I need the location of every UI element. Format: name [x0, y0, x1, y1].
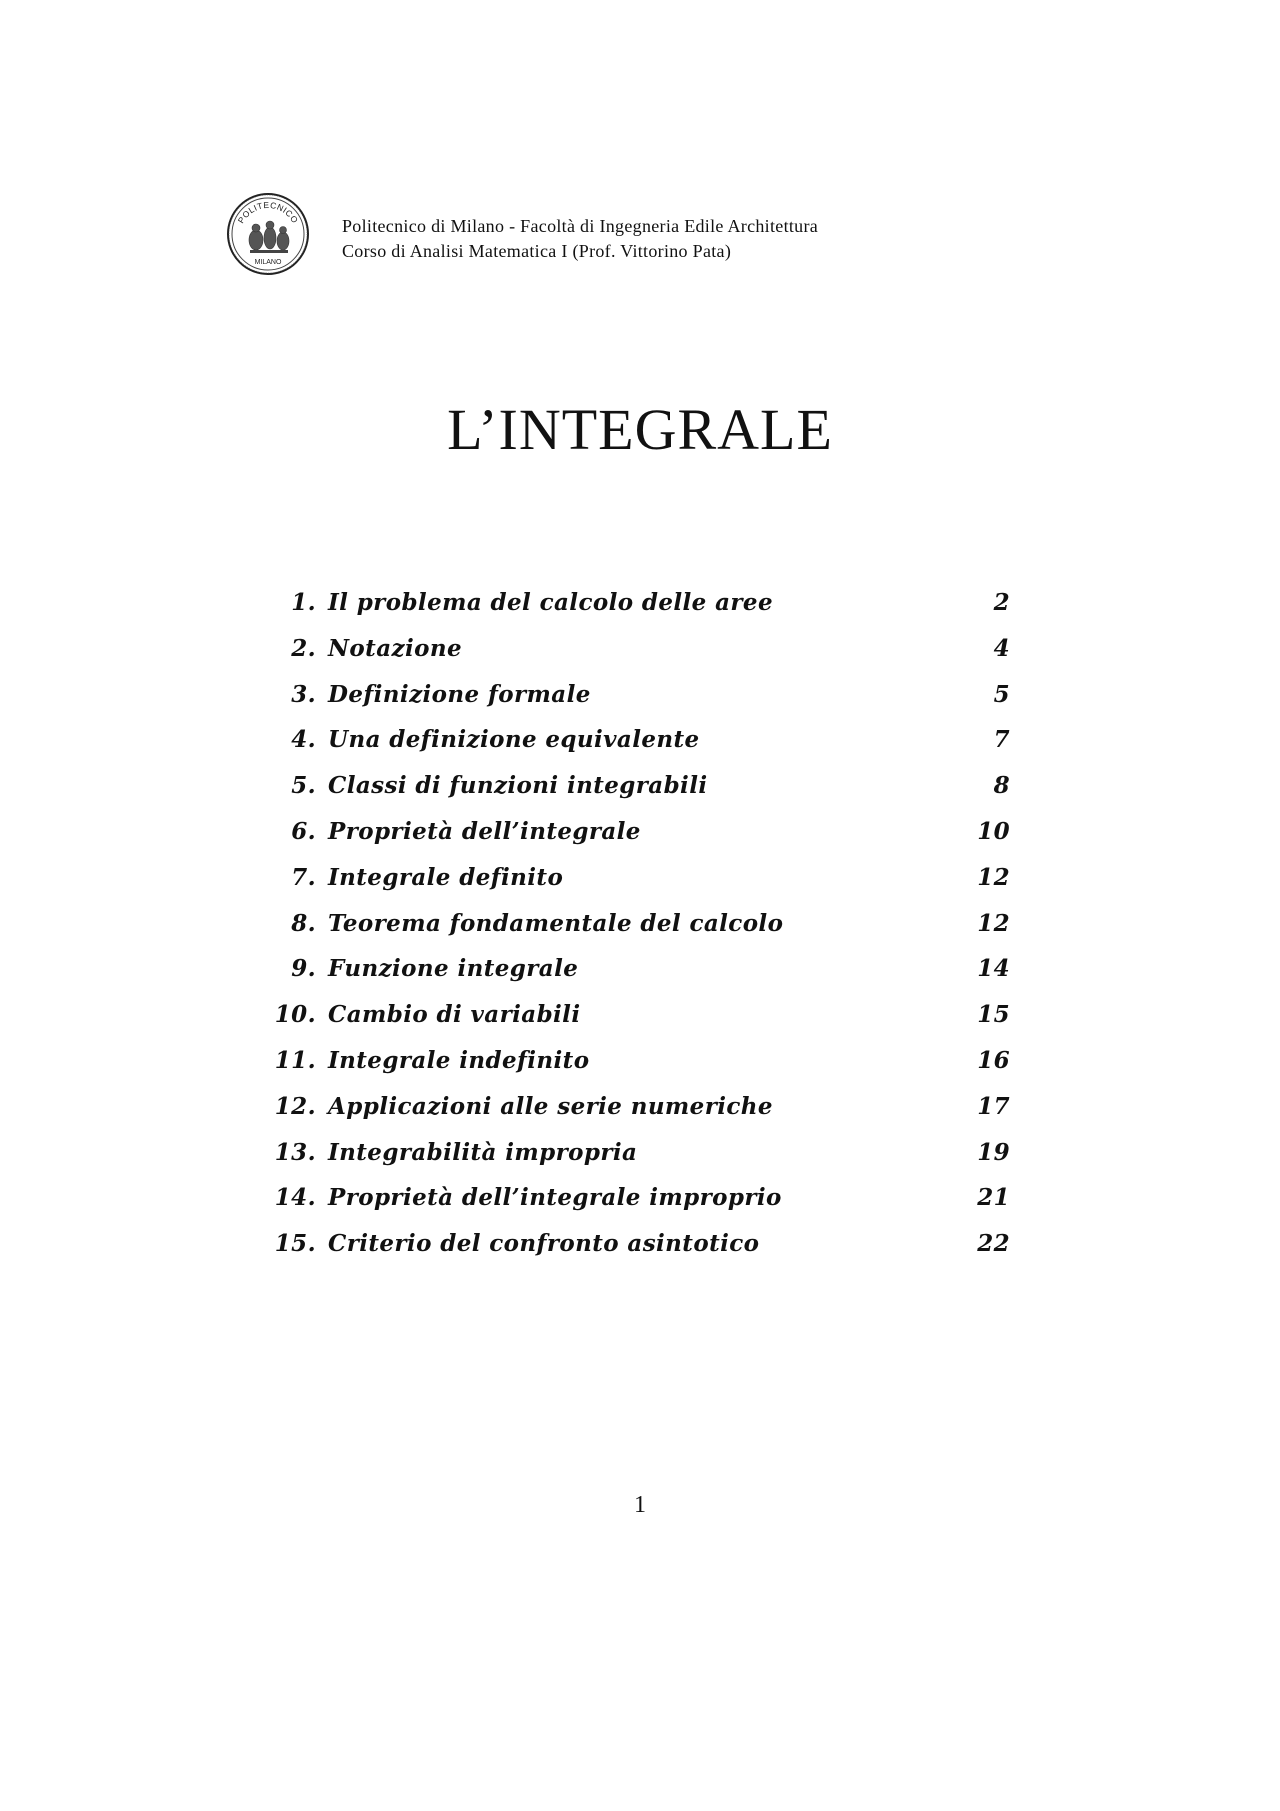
toc-entry — [274, 1229, 1010, 1275]
toc-entry — [274, 1092, 1010, 1138]
toc-entry-number: 6. — [291, 817, 316, 845]
page-number: 1 — [634, 1492, 646, 1518]
toc-entry-title: Proprietà dell’integrale improprio — [328, 1184, 782, 1212]
toc-entry-title: Applicazioni alle serie numeriche — [328, 1092, 773, 1120]
toc-entry-page: 8 — [993, 772, 1010, 800]
toc-entry — [274, 680, 1010, 726]
table-of-contents — [274, 588, 1010, 1275]
toc-entry-number: 15. — [274, 1230, 316, 1258]
toc-entry-page: 10 — [977, 817, 1010, 845]
toc-entry-page: 15 — [977, 1001, 1010, 1029]
toc-entry — [274, 634, 1010, 680]
toc-entry-number: 8. — [291, 909, 316, 937]
toc-entry-page: 21 — [977, 1184, 1010, 1212]
toc-entry — [274, 909, 1010, 955]
politecnico-seal-logo — [226, 192, 310, 276]
toc-entry-page: 5 — [993, 680, 1010, 708]
toc-entry-number: 11. — [274, 1046, 316, 1074]
toc-entry-number: 1. — [291, 589, 316, 616]
toc-entry-number: 12. — [274, 1092, 316, 1120]
toc-entry — [274, 725, 1010, 771]
toc-entry-number: 13. — [274, 1138, 316, 1166]
document-title: L’INTEGRALE — [447, 397, 833, 462]
toc-entry-number: 7. — [291, 863, 316, 891]
toc-entry-title: Integrale definito — [328, 863, 564, 891]
toc-entry-page: 17 — [977, 1092, 1010, 1120]
toc-entry — [274, 588, 1010, 634]
toc-entry-number: 9. — [291, 955, 316, 983]
toc-entry — [274, 954, 1010, 1000]
toc-entry-number: 2. — [291, 634, 316, 662]
toc-entry-title: Il problema del calcolo delle aree — [328, 589, 773, 616]
toc-entry-number: 3. — [291, 680, 316, 708]
toc-entry-page: 22 — [977, 1230, 1010, 1258]
toc-entry — [274, 1138, 1010, 1184]
toc-entry-page: 7 — [993, 726, 1010, 754]
toc-entry-number: 14. — [274, 1184, 316, 1212]
toc-entry-title: Notazione — [328, 634, 462, 662]
toc-entry-title: Definizione formale — [328, 680, 591, 708]
toc-entry — [274, 1046, 1010, 1092]
header-line-1: Politecnico di Milano - Facoltà di Ingegneria Edile Architettura — [342, 216, 819, 236]
toc-entry-page: 14 — [977, 955, 1010, 983]
toc-entry — [274, 863, 1010, 909]
toc-entry-title: Teorema fondamentale del calcolo — [328, 909, 784, 937]
toc-entry-number: 5. — [291, 772, 316, 800]
toc-entry — [274, 1183, 1010, 1229]
toc-entry — [274, 771, 1010, 817]
toc-entry-title: Classi di funzioni integrabili — [328, 772, 708, 800]
toc-entry — [274, 1000, 1010, 1046]
toc-entry-title: Una definizione equivalente — [328, 726, 700, 754]
toc-entry-title: Proprietà dell’integrale — [328, 817, 641, 845]
toc-entry — [274, 817, 1010, 863]
toc-entry-title: Cambio di variabili — [328, 1001, 581, 1029]
seal-text-bottom: MILANO — [254, 259, 282, 266]
toc-entry-page: 12 — [977, 909, 1010, 937]
toc-entry-page: 2 — [993, 589, 1010, 616]
toc-entry-page: 12 — [977, 863, 1010, 891]
toc-entry-title: Funzione integrale — [328, 955, 579, 983]
toc-entry-title: Criterio del confronto asintotico — [328, 1230, 760, 1258]
header-line-2: Corso di Analisi Matematica I (Prof. Vittorino Pata) — [342, 241, 732, 261]
toc-entry-page: 16 — [977, 1046, 1010, 1074]
toc-entry-number: 4. — [291, 726, 316, 754]
seal-text-top: POLITECNICO — [235, 199, 301, 226]
toc-entry-title: Integrale indefinito — [328, 1046, 590, 1074]
toc-entry-title: Integrabilità impropria — [328, 1138, 638, 1166]
toc-entry-page: 19 — [977, 1138, 1010, 1166]
institution-header — [342, 214, 818, 264]
toc-entry-page: 4 — [993, 634, 1010, 662]
toc-entry-number: 10. — [274, 1001, 316, 1029]
